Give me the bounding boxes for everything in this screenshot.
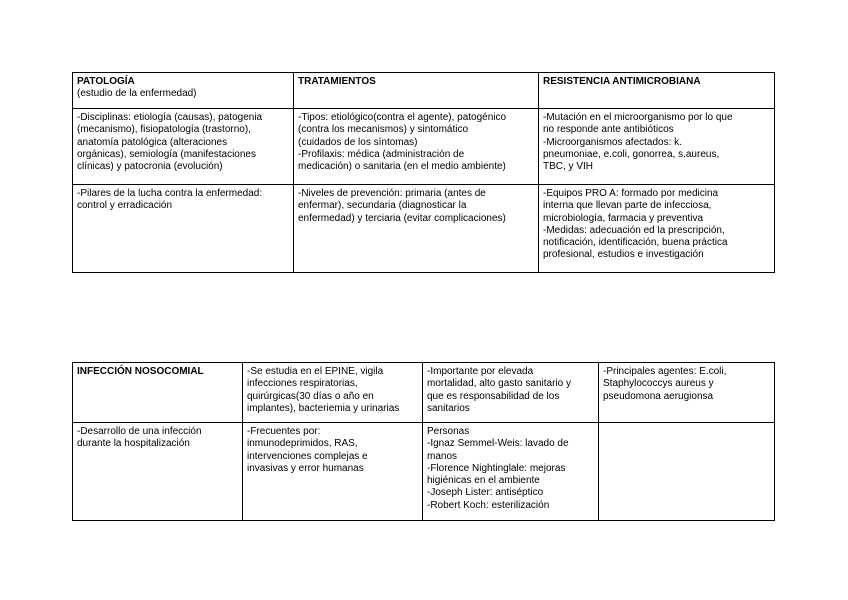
header-cell-pathology — [73, 73, 294, 109]
table-cell: -Niveles de prevención: primaria (antes de enfermar), secundaria (diagnosticar la enfermedad) y terciaria (evitar complicaciones) — [294, 185, 539, 273]
table-row — [73, 185, 775, 273]
header-cell-nosocomial-infection: INFECCIÓN NOSOCOMIAL — [73, 363, 243, 423]
header-title: RESISTENCIA ANTIMICROBIANA — [543, 76, 701, 87]
table-row — [73, 423, 775, 521]
table-cell: -Pilares de la lucha contra la enfermedad: control y erradicación — [73, 185, 294, 273]
header-cell-treatments — [294, 73, 539, 109]
table-cell: -Equipos PRO A: formado por medicina interna que llevan parte de infecciosa, microbiología, farmacia y preventiva -Medidas: adecuación ed la prescripción, notificación, identificación, buena práctica profesional, estudios e investigación — [539, 185, 775, 273]
table-header-row — [73, 73, 775, 109]
header-subtitle: (estudio de la enfermedad) — [77, 88, 197, 100]
table-row — [73, 363, 775, 423]
header-cell-resistance — [539, 73, 775, 109]
table-cell: -Principales agentes: E.coli, Staphylococcys aureus y pseudomona aerugionsa — [599, 363, 775, 423]
table-cell: -Desarrollo de una infección durante la hospitalización — [73, 423, 243, 521]
table-cell: -Frecuentes por: inmunodeprimidos, RAS, intervenciones complejas e invasivas y error humanas — [243, 423, 423, 521]
table-cell: -Disciplinas: etiología (causas), patogenia (mecanismo), fisiopatología (trastorno), anatomía patológica (alteraciones orgánicas), semiología (manifestaciones clínicas) y patocronia (evolución) — [73, 109, 294, 185]
table-cell-empty — [599, 423, 775, 521]
table-cell: -Mutación en el microorganismo por lo que no responde ante antibióticos -Microorganismos afectados: k. pneumoniae, e.coli, gonorrea, s.aureus, TBC, y VIH — [539, 109, 775, 185]
table-cell: Personas -Ignaz Semmel-Weis: lavado de manos -Florence Nightinglale: mejoras higiénicas en el ambiente -Joseph Lister: antiséptico -Robert Koch: esterilización — [423, 423, 599, 521]
table-cell: -Importante por elevada mortalidad, alto gasto sanitario y que es responsabilidad de los sanitarios — [423, 363, 599, 423]
table-cell: -Tipos: etiológico(contra el agente), patogénico (contra los mecanismos) y sintomático (cuidados de los síntomas) -Profilaxis: médica (administración de medicación) o sanitaria (en el medio ambiente) — [294, 109, 539, 185]
header-title: PATOLOGÍA — [77, 76, 135, 87]
nosocomial-infection-table — [72, 362, 775, 521]
table-row — [73, 109, 775, 185]
header-title: TRATAMIENTOS — [298, 76, 376, 87]
table-cell: -Se estudia en el EPINE, vigila infecciones respiratorias, quirúrgicas(30 días o año en implantes), bacteriemia y urinarias — [243, 363, 423, 423]
pathology-table — [72, 72, 775, 273]
